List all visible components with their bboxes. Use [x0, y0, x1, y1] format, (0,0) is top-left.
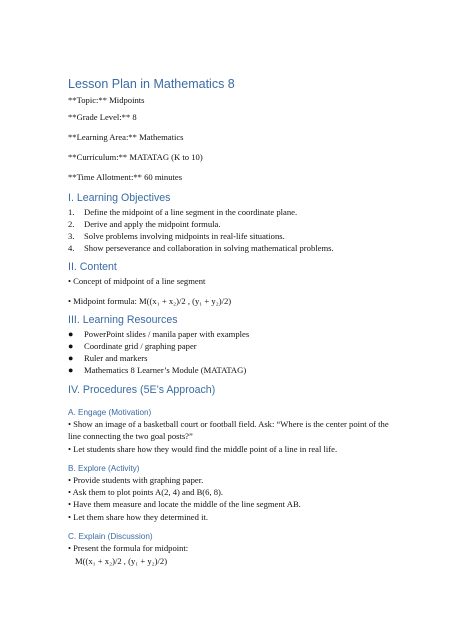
explain-line: • Present the formula for midpoint:: [68, 543, 189, 553]
heading-learning-resources: III. Learning Resources: [68, 314, 178, 326]
objective-item: Show perseverance and collaboration in solving mathematical problems.: [84, 243, 334, 253]
meta-learning-area: **Learning Area:** Mathematics: [68, 132, 184, 142]
meta-grade-level: **Grade Level:** 8: [68, 112, 137, 122]
explore-line: • Let them share how they determined it.: [68, 512, 208, 522]
explore-line: • Provide students with graphing paper.: [68, 475, 204, 485]
heading-content: II. Content: [68, 261, 117, 273]
engage-line: • Let students share how they would find the middle point of a line in real life.: [68, 444, 338, 454]
content-item: • Concept of midpoint of a line segment: [68, 276, 206, 286]
list-number: 3.: [68, 231, 75, 241]
resource-item: PowerPoint slides / manila paper with examples: [84, 329, 250, 339]
heading-explain: C. Explain (Discussion): [68, 532, 153, 541]
heading-procedures: IV. Procedures (5E’s Approach): [68, 384, 216, 396]
engage-line: • Show an image of a basketball court or football field. Ask: “Where is the center point of the: [68, 419, 389, 429]
content-item: • Midpoint formula: M((x₁ + x₂)/2 , (y₁ + y₂)/2): [68, 296, 232, 306]
bullet-dot: ●: [68, 329, 74, 339]
bullet-dot: ●: [68, 365, 74, 375]
document-title: Lesson Plan in Mathematics 8: [68, 77, 235, 91]
bullet-dot: ●: [68, 353, 74, 363]
list-number: 2.: [68, 219, 75, 229]
explore-line: • Have them measure and locate the middle of the line segment AB.: [68, 499, 301, 509]
meta-topic: **Topic:** Midpoints: [68, 95, 145, 105]
heading-learning-objectives: I. Learning Objectives: [68, 192, 171, 204]
meta-curriculum: **Curriculum:** MATATAG (K to 10): [68, 152, 203, 162]
heading-explore: B. Explore (Activity): [68, 464, 140, 473]
explore-line: • Ask them to plot points A(2, 4) and B(6, 8).: [68, 487, 224, 497]
list-number: 4.: [68, 243, 75, 253]
explain-formula: M((x₁ + x₂)/2 , (y₁ + y₂)/2): [75, 556, 168, 566]
heading-engage: A. Engage (Motivation): [68, 408, 152, 417]
objective-item: Define the midpoint of a line segment in the coordinate plane.: [84, 207, 298, 217]
resource-item: Mathematics 8 Learner’s Module (MATATAG): [84, 365, 247, 375]
objective-item: Solve problems involving midpoints in real-life situations.: [84, 231, 285, 241]
objective-item: Derive and apply the midpoint formula.: [84, 219, 221, 229]
list-number: 1.: [68, 207, 75, 217]
meta-time-allotment: **Time Allotment:** 60 minutes: [68, 172, 183, 182]
resource-item: Ruler and markers: [84, 353, 148, 363]
engage-line: line connecting the two goal posts?”: [68, 431, 193, 441]
bullet-dot: ●: [68, 341, 74, 351]
resource-item: Coordinate grid / graphing paper: [84, 341, 197, 351]
